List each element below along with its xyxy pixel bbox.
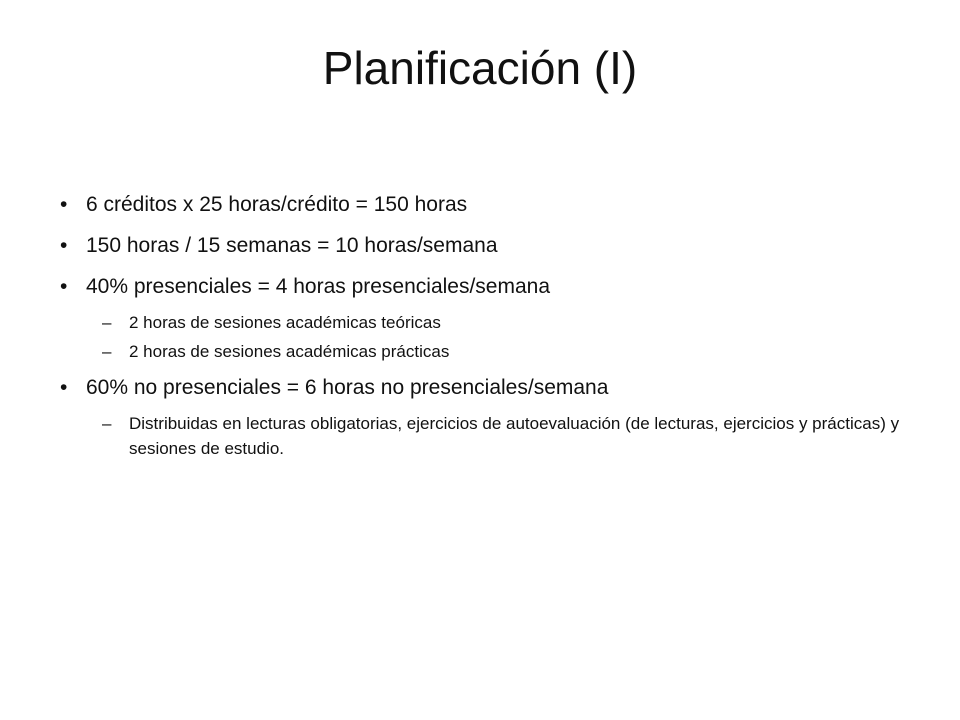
sub-bullet-text: Distribuidas en lecturas obligatorias, ejercicios de autoevaluación (de lecturas, ejercicios y prácticas) y sesiones de estudio. [129,414,900,458]
slide-title: Planificación (I) [322,42,638,94]
bullet-dot-icon: • [60,193,68,216]
bullet-dot-icon: • [60,275,68,298]
bullet-item [60,270,920,304]
bullet-text: 40% presenciales = 4 horas presenciales/semana [86,275,551,298]
bullet-item [60,188,920,222]
bullet-item [60,371,920,405]
bullet-text: 60% no presenciales = 6 horas no presenciales/semana [86,376,609,399]
sub-bullet-item [60,310,920,335]
sub-bullet-item [60,339,920,364]
sub-bullet-text: 2 horas de sesiones académicas teóricas [129,313,441,332]
dash-bullet-icon: – [102,342,112,361]
bullet-item [60,229,920,263]
sub-bullet-item [60,411,920,461]
bullet-dot-icon: • [60,234,68,257]
dash-bullet-icon: – [102,414,112,433]
dash-bullet-icon: – [102,313,112,332]
sub-bullet-text: 2 horas de sesiones académicas prácticas [129,342,450,361]
bullet-dot-icon: • [60,376,68,399]
slide-body [60,188,920,461]
bullet-text: 6 créditos x 25 horas/crédito = 150 horas [86,193,468,216]
bullet-text: 150 horas / 15 semanas = 10 horas/semana [86,234,498,257]
